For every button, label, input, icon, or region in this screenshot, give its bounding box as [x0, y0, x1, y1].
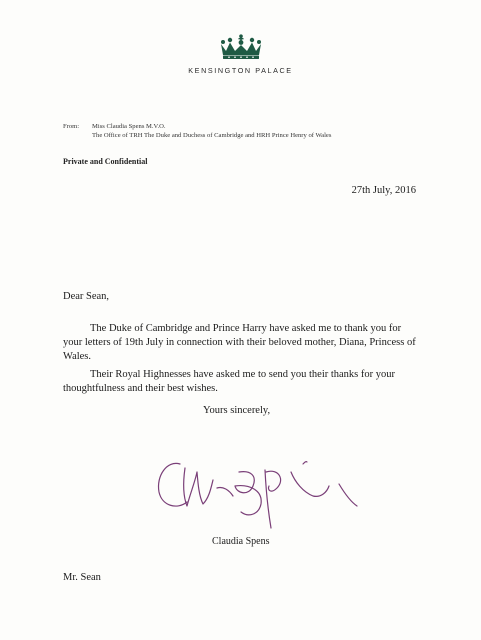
classification-heading: Private and Confidential [63, 157, 148, 166]
crown-icon [219, 34, 263, 60]
body-paragraph-2 [63, 368, 418, 396]
letter-date: 27th July, 2016 [351, 185, 416, 196]
sender-name: Miss Claudia Spens M.V.O. [92, 123, 166, 130]
recipient-name: Mr. Sean [63, 572, 101, 583]
signatory-name: Claudia Spens [212, 536, 270, 547]
paragraph-2-text: Their Royal Highnesses have asked me to send you their thanks for your thoughtfulness and their best wishes. [63, 369, 396, 394]
handwritten-signature [153, 452, 363, 532]
paragraph-1-text: The Duke of Cambridge and Prince Harry have asked me to thank you for your letters of 19th July in connection with their beloved mother, Diana, Princess of Wales. [63, 323, 416, 362]
body-paragraph-1 [63, 322, 418, 364]
letterhead-title: KENSINGTON PALACE [188, 66, 293, 75]
from-label: From: [63, 123, 80, 130]
closing: Yours sincerely, [203, 405, 271, 416]
salutation: Dear Sean, [63, 291, 110, 302]
sender-office: The Office of TRH The Duke and Duchess of Cambridge and HRH Prince Henry of Wales [92, 132, 332, 139]
